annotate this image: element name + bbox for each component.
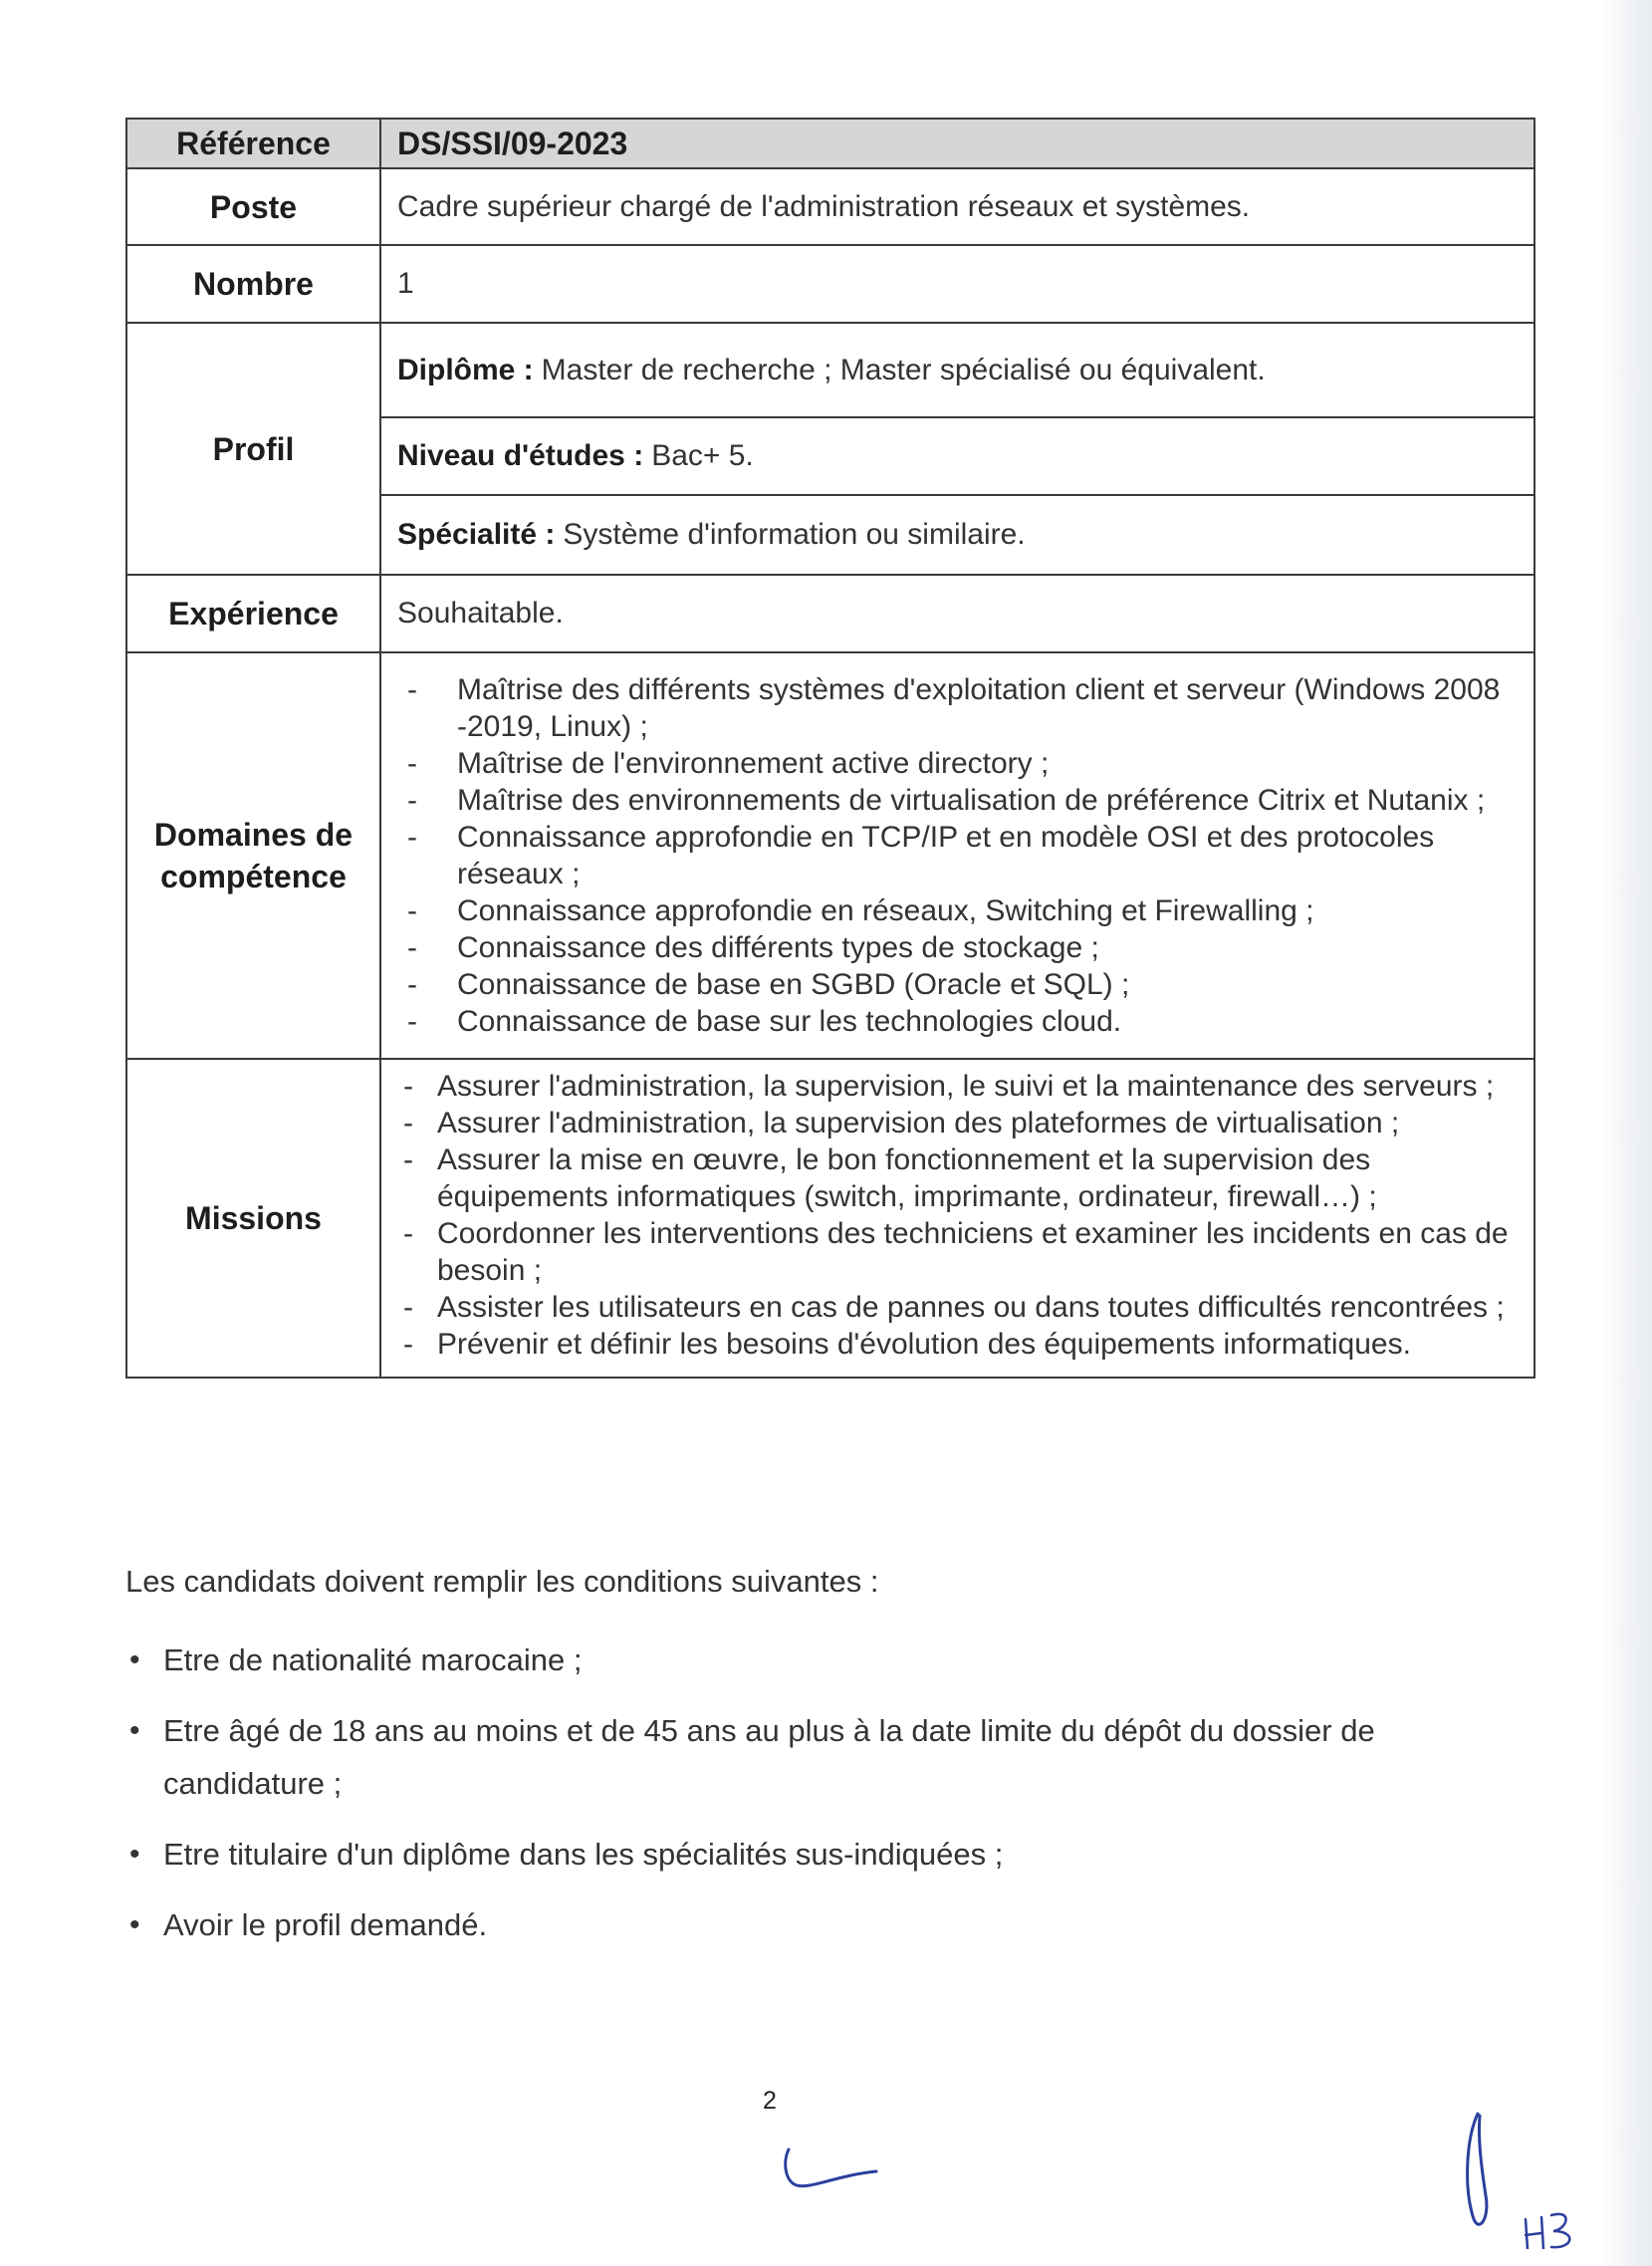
profil-niveau-key: Niveau d'études :: [397, 439, 644, 472]
dash-marker: -: [403, 1107, 413, 1139]
dash-marker: -: [407, 747, 417, 780]
profil-specialite: [381, 496, 1534, 574]
profil-cell: [380, 323, 1534, 575]
job-offer-table: [125, 118, 1535, 1379]
reference-label: Référence: [126, 119, 380, 168]
domaines-cell: [380, 652, 1534, 1059]
profil-diplome-key: Diplôme :: [397, 353, 534, 386]
dash-marker: -: [403, 1070, 413, 1103]
experience-value: Souhaitable.: [380, 575, 1534, 652]
domaine-text: Maîtrise des environnements de virtualisation de préférence Citrix et Nutanix ;: [457, 784, 1486, 817]
list-item: [381, 819, 1520, 892]
paraphe-signature-right: [1456, 2100, 1595, 2249]
list-item: [381, 1215, 1520, 1289]
domaines-label-line2: compétence: [160, 859, 347, 894]
nombre-label: Nombre: [126, 245, 380, 323]
list-item: [125, 1828, 1460, 1881]
dash-marker: -: [403, 1143, 413, 1176]
list-item: [381, 671, 1520, 745]
paraphe-signature-left: [777, 2141, 896, 2201]
list-item: [381, 892, 1520, 929]
dash-marker: -: [403, 1217, 413, 1250]
list-item: [125, 1634, 1460, 1686]
list-item: [381, 966, 1520, 1003]
domaine-text: Connaissance approfondie en TCP/IP et en modèle OSI et des protocoles réseaux ;: [457, 821, 1435, 890]
domaine-text: Connaissance approfondie en réseaux, Switching et Firewalling ;: [457, 894, 1314, 927]
reference-value: DS/SSI/09-2023: [380, 119, 1534, 168]
poste-row: [126, 168, 1534, 245]
dash-marker: -: [407, 784, 417, 817]
mission-text: Assurer la mise en œuvre, le bon fonctionnement et la supervision des équipements informatiques (switch, imprimante, ordinateur, firewall…) ;: [437, 1143, 1377, 1213]
profil-label: Profil: [126, 323, 380, 575]
missions-cell: [380, 1059, 1534, 1378]
poste-label: Poste: [126, 168, 380, 245]
domaines-row: [126, 652, 1534, 1059]
profil-specialite-value: Système d'information ou similaire.: [563, 518, 1026, 551]
domaine-text: Maîtrise des différents systèmes d'exploitation client et serveur (Windows 2008 -2019, Linux) ;: [457, 673, 1501, 743]
condition-text: Etre de nationalité marocaine ;: [163, 1642, 583, 1677]
poste-value: Cadre supérieur chargé de l'administration réseaux et systèmes.: [380, 168, 1534, 245]
domaine-text: Maîtrise de l'environnement active directory ;: [457, 747, 1050, 780]
mission-text: Assurer l'administration, la supervision, le suivi et la maintenance des serveurs ;: [437, 1070, 1495, 1103]
nombre-value: 1: [380, 245, 1534, 323]
list-item: [381, 1289, 1520, 1326]
domaine-text: Connaissance de base en SGBD (Oracle et SQL) ;: [457, 968, 1130, 1001]
domaines-label: [126, 652, 380, 1059]
missions-list: [381, 1060, 1534, 1377]
bullet-marker: •: [129, 1908, 140, 1941]
experience-row: [126, 575, 1534, 652]
profil-niveau: [381, 418, 1534, 496]
dash-marker: -: [407, 894, 417, 927]
conditions-list: [125, 1634, 1460, 1969]
mission-text: Assister les utilisateurs en cas de pannes ou dans toutes difficultés rencontrées ;: [437, 1291, 1505, 1324]
condition-text: Etre titulaire d'un diplôme dans les spécialités sus-indiquées ;: [163, 1837, 1004, 1872]
page-number: 2: [763, 2087, 777, 2115]
dash-marker: -: [407, 968, 417, 1001]
mission-text: Prévenir et définir les besoins d'évolution des équipements informatiques.: [437, 1328, 1411, 1361]
list-item: [381, 1141, 1520, 1215]
dash-marker: -: [407, 821, 417, 854]
profil-row: [126, 323, 1534, 575]
domaine-text: Connaissance des différents types de stockage ;: [457, 931, 1099, 964]
list-item: [381, 929, 1520, 966]
domaines-list: [381, 653, 1534, 1058]
profil-diplome: [381, 324, 1534, 418]
domaines-label-line1: Domaines de: [153, 817, 354, 853]
list-item: [381, 1326, 1520, 1363]
missions-row: [126, 1059, 1534, 1378]
list-item: [381, 745, 1520, 782]
bullet-marker: •: [129, 1643, 140, 1676]
list-item: [381, 1003, 1520, 1040]
scan-edge-shadow: [1600, 0, 1652, 2266]
experience-label: Expérience: [126, 575, 380, 652]
dash-marker: -: [403, 1328, 413, 1361]
list-item: [381, 782, 1520, 819]
mission-text: Coordonner les interventions des techniciens et examiner les incidents en cas de besoin ;: [437, 1217, 1509, 1287]
condition-text: Etre âgé de 18 ans au moins et de 45 ans au plus à la date limite du dépôt du dossier de candidature ;: [163, 1713, 1375, 1801]
list-item: [125, 1898, 1460, 1951]
mission-text: Assurer l'administration, la supervision des plateformes de virtualisation ;: [437, 1107, 1400, 1139]
missions-label: Missions: [126, 1059, 380, 1378]
bullet-marker: •: [129, 1714, 140, 1747]
condition-text: Avoir le profil demandé.: [163, 1907, 488, 1942]
list-item: [125, 1704, 1460, 1810]
profil-diplome-value: Master de recherche ; Master spécialisé ou équivalent.: [541, 353, 1266, 386]
profil-specialite-key: Spécialité :: [397, 518, 556, 551]
dash-marker: -: [403, 1291, 413, 1324]
dash-marker: -: [407, 931, 417, 964]
nombre-row: [126, 245, 1534, 323]
list-item: [381, 1105, 1520, 1141]
bullet-marker: •: [129, 1838, 140, 1871]
conditions-intro: Les candidats doivent remplir les conditions suivantes :: [125, 1564, 879, 1599]
reference-row: [126, 119, 1534, 168]
dash-marker: -: [407, 673, 417, 706]
dash-marker: -: [407, 1005, 417, 1038]
list-item: [381, 1068, 1520, 1105]
domaine-text: Connaissance de base sur les technologies cloud.: [457, 1005, 1122, 1038]
profil-niveau-value: Bac+ 5.: [651, 439, 754, 472]
